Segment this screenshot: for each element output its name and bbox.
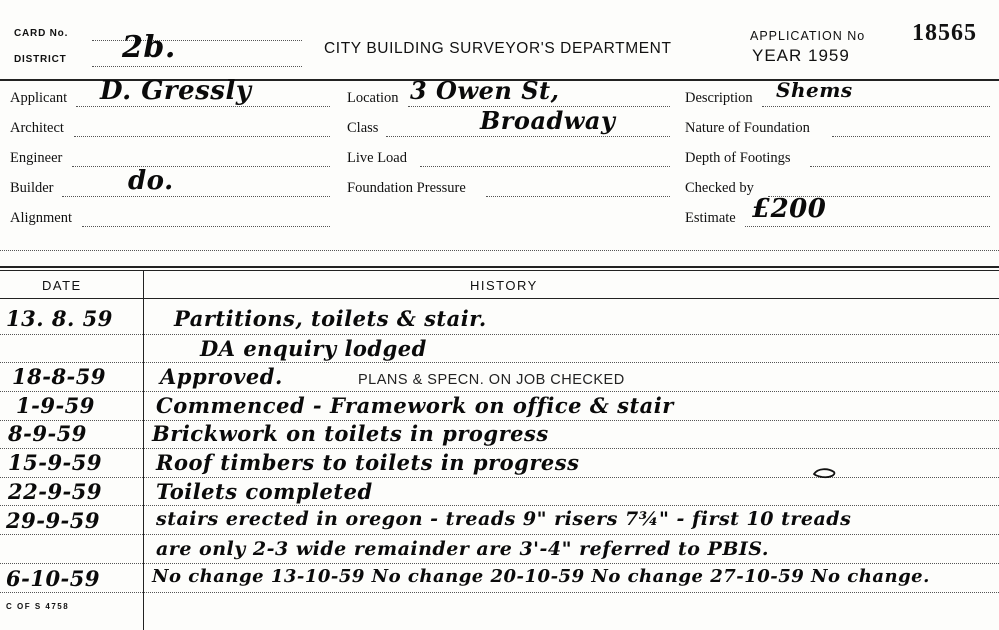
alignment-label: Alignment — [10, 210, 73, 226]
history-column-header: HISTORY — [470, 278, 538, 293]
class-label: Class — [347, 120, 379, 136]
history-date: 6-10-59 — [6, 566, 100, 591]
history-entry: No change 13-10-59 No change 20-10-59 No change 27-10-59 No change. — [152, 566, 930, 587]
year-label: YEAR 1959 — [752, 46, 850, 65]
plans-checked-stamp: PLANS & SPECN. ON JOB CHECKED — [358, 372, 625, 388]
ink-mark-icon — [812, 466, 838, 480]
application-no-label: APPLICATION No — [750, 29, 866, 43]
builder-line — [62, 196, 330, 197]
class-value: Broadway — [480, 106, 616, 135]
location-label: Location — [347, 90, 399, 106]
checked-by-label: Checked by — [685, 180, 754, 196]
builder-label: Builder — [10, 180, 54, 196]
district-line — [92, 66, 302, 67]
history-entry: Toilets completed — [156, 479, 373, 504]
history-entry: DA enquiry lodged — [200, 336, 427, 361]
history-date: 15-9-59 — [8, 450, 102, 475]
district-value: 2b. — [122, 30, 176, 65]
row-rule — [0, 505, 999, 506]
architect-line — [74, 136, 330, 137]
builder-value: do. — [128, 166, 174, 196]
estimate-label: Estimate — [685, 210, 736, 226]
history-entry: are only 2-3 wide remainder are 3'-4" referred to PBIS. — [156, 538, 769, 560]
row-rule — [0, 334, 999, 335]
row-rule — [0, 448, 999, 449]
depth-of-footings-line — [810, 166, 990, 167]
row-rule — [0, 534, 999, 535]
history-date: 13. 8. 59 — [6, 306, 113, 331]
history-entry: stairs erected in oregon - treads 9" risers 7¾" - first 10 treads — [156, 508, 852, 530]
engineer-label: Engineer — [10, 150, 63, 166]
row-rule — [0, 362, 999, 363]
engineer-line — [72, 166, 330, 167]
live-load-line — [420, 166, 670, 167]
history-entry: Brickwork on toilets in progress — [152, 421, 549, 446]
history-entry: Roof timbers to toilets in progress — [156, 450, 580, 475]
applicant-line — [76, 106, 330, 107]
class-line — [386, 136, 670, 137]
history-date: 8-9-59 — [8, 421, 87, 446]
date-column-divider — [143, 271, 144, 630]
card-no-label: CARD No. — [14, 28, 69, 39]
form-code: C OF S 4758 — [6, 602, 70, 611]
application-no-value: 18565 — [912, 20, 977, 46]
history-entry: Commenced - Framework on office & stair — [156, 393, 674, 418]
row-rule — [0, 563, 999, 564]
column-header-rule — [0, 298, 999, 299]
description-line — [762, 106, 990, 107]
history-entry: Partitions, toilets & stair. — [174, 306, 487, 331]
architect-label: Architect — [10, 120, 64, 136]
fields-bottom-dots — [0, 250, 999, 251]
date-column-header: DATE — [42, 278, 82, 293]
nature-of-foundation-line — [832, 136, 990, 137]
applicant-value: D. Gressly — [100, 76, 252, 106]
district-label: DISTRICT — [14, 54, 67, 65]
history-entry: Approved. — [160, 364, 283, 389]
description-value: Shems — [776, 78, 853, 102]
depth-of-footings-label: Depth of Footings — [685, 150, 791, 166]
history-date: 29-9-59 — [6, 508, 100, 533]
live-load-label: Live Load — [347, 150, 407, 166]
description-label: Description — [685, 90, 753, 106]
estimate-value: £200 — [752, 194, 827, 224]
foundation-pressure-line — [486, 196, 670, 197]
alignment-line — [82, 226, 330, 227]
row-rule — [0, 477, 999, 478]
estimate-line — [745, 226, 990, 227]
foundation-pressure-label: Foundation Pressure — [347, 180, 466, 196]
history-date: 22-9-59 — [8, 479, 102, 504]
history-date: 1-9-59 — [16, 393, 95, 418]
applicant-label: Applicant — [10, 90, 68, 106]
location-value: 3 Owen St, — [410, 76, 560, 105]
row-rule — [0, 391, 999, 392]
history-top-rule-2 — [0, 270, 999, 271]
nature-of-foundation-label: Nature of Foundation — [685, 120, 810, 136]
history-top-rule-1 — [0, 266, 999, 268]
department-title: CITY BUILDING SURVEYOR'S DEPARTMENT — [324, 40, 672, 57]
history-date: 18-8-59 — [12, 364, 106, 389]
row-rule — [0, 592, 999, 593]
